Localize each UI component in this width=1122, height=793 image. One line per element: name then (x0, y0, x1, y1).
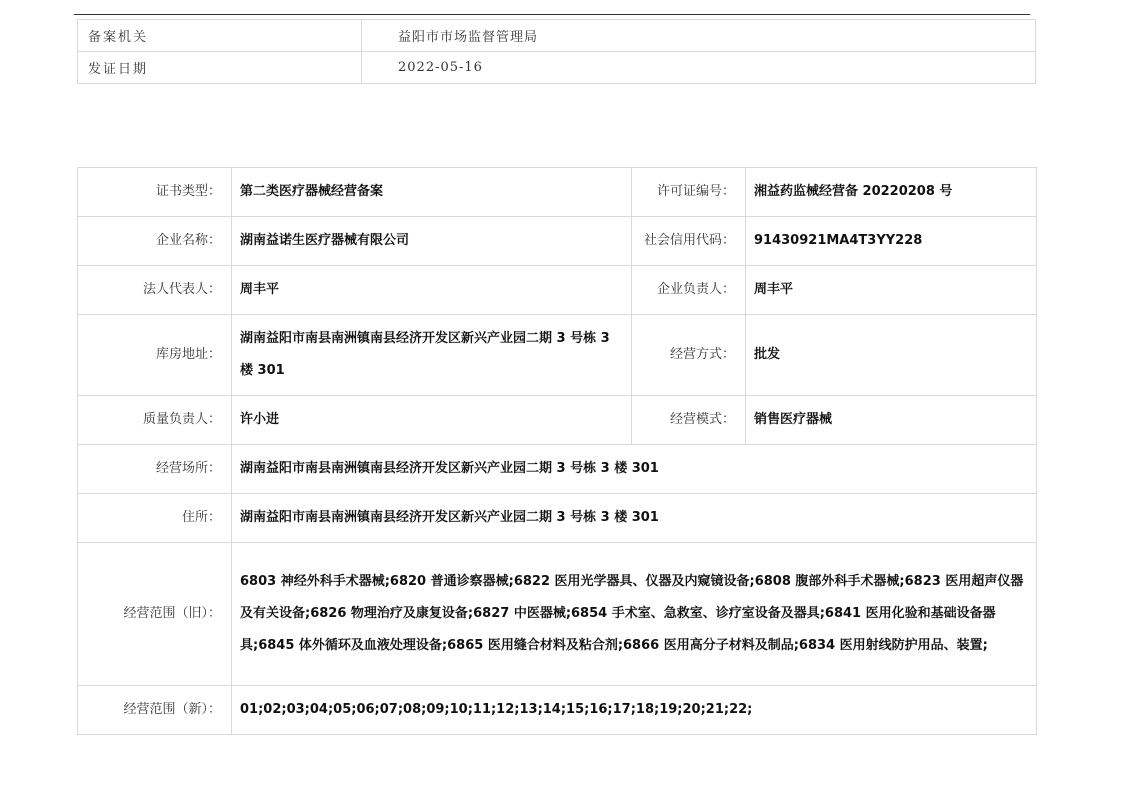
legal-representative-label: 法人代表人： (78, 266, 232, 315)
table-row (78, 168, 1037, 217)
residence-value: 湖南益阳市南县南洲镇南县经济开发区新兴产业园二期 3 号栋 3 楼 301 (232, 494, 1037, 543)
table-row (78, 494, 1037, 543)
business-mode-label: 经营模式： (632, 396, 746, 445)
license-number-value: 湘益药监械经营备 20220208 号 (746, 168, 1037, 217)
enterprise-head-value: 周丰平 (746, 266, 1037, 315)
warehouse-address-value: 湖南益阳市南县南洲镇南县经济开发区新兴产业园二期 3 号栋 3 楼 301 (232, 315, 632, 396)
business-method-value: 批发 (746, 315, 1037, 396)
quality-manager-value: 许小进 (232, 396, 632, 445)
scope-new-label: 经营范围（新）： (78, 686, 232, 735)
issue-date-value: 2022-05-16 (362, 52, 1036, 84)
scope-new-value: 01;02;03;04;05;06;07;08;09;10;11;12;13;14;15;16;17;18;19;20;21;22; (232, 686, 1037, 735)
table-row (78, 52, 1036, 84)
record-info-table (77, 19, 1036, 84)
company-name-label: 企业名称： (78, 217, 232, 266)
table-row (78, 543, 1037, 686)
table-row (78, 315, 1037, 396)
residence-label: 住所： (78, 494, 232, 543)
certificate-type-label: 证书类型： (78, 168, 232, 217)
authority-label: 备案机关 (78, 20, 362, 52)
business-premises-value: 湖南益阳市南县南洲镇南县经济开发区新兴产业园二期 3 号栋 3 楼 301 (232, 445, 1037, 494)
business-premises-label: 经营场所： (78, 445, 232, 494)
certificate-type-value: 第二类医疗器械经营备案 (232, 168, 632, 217)
certificate-table (77, 167, 1037, 735)
business-mode-value: 销售医疗器械 (746, 396, 1037, 445)
credit-code-label: 社会信用代码： (632, 217, 746, 266)
credit-code-value: 91430921MA4T3YY228 (746, 217, 1037, 266)
license-number-label: 许可证编号： (632, 168, 746, 217)
top-divider (74, 14, 1030, 15)
table-row (78, 445, 1037, 494)
authority-value: 益阳市市场监督管理局 (362, 20, 1036, 52)
scope-old-label: 经营范围（旧）： (78, 543, 232, 686)
table-row (78, 20, 1036, 52)
enterprise-head-label: 企业负责人： (632, 266, 746, 315)
warehouse-address-label: 库房地址： (78, 315, 232, 396)
quality-manager-label: 质量负责人： (78, 396, 232, 445)
legal-representative-value: 周丰平 (232, 266, 632, 315)
table-row (78, 266, 1037, 315)
company-name-value: 湖南益诺生医疗器械有限公司 (232, 217, 632, 266)
scope-old-value: 6803 神经外科手术器械;6820 普通诊察器械;6822 医用光学器具、仪器及内窥镜设备;6808 腹部外科手术器械;6823 医用超声仪器及有关设备;6826 物理治疗及康复设备;6827 中医器械;6854 手术室、急救室、诊疗室设备及器具;6841 医用化验和基础设备器具;6845 体外循环及血液处理设备;6865 医用缝合材料及粘合剂;6866 医用高分子材料及制品;6834 医用射线防护用品、装置; (232, 543, 1037, 686)
table-row (78, 217, 1037, 266)
issue-date-label: 发证日期 (78, 52, 362, 84)
table-row (78, 686, 1037, 735)
business-method-label: 经营方式： (632, 315, 746, 396)
table-row (78, 396, 1037, 445)
